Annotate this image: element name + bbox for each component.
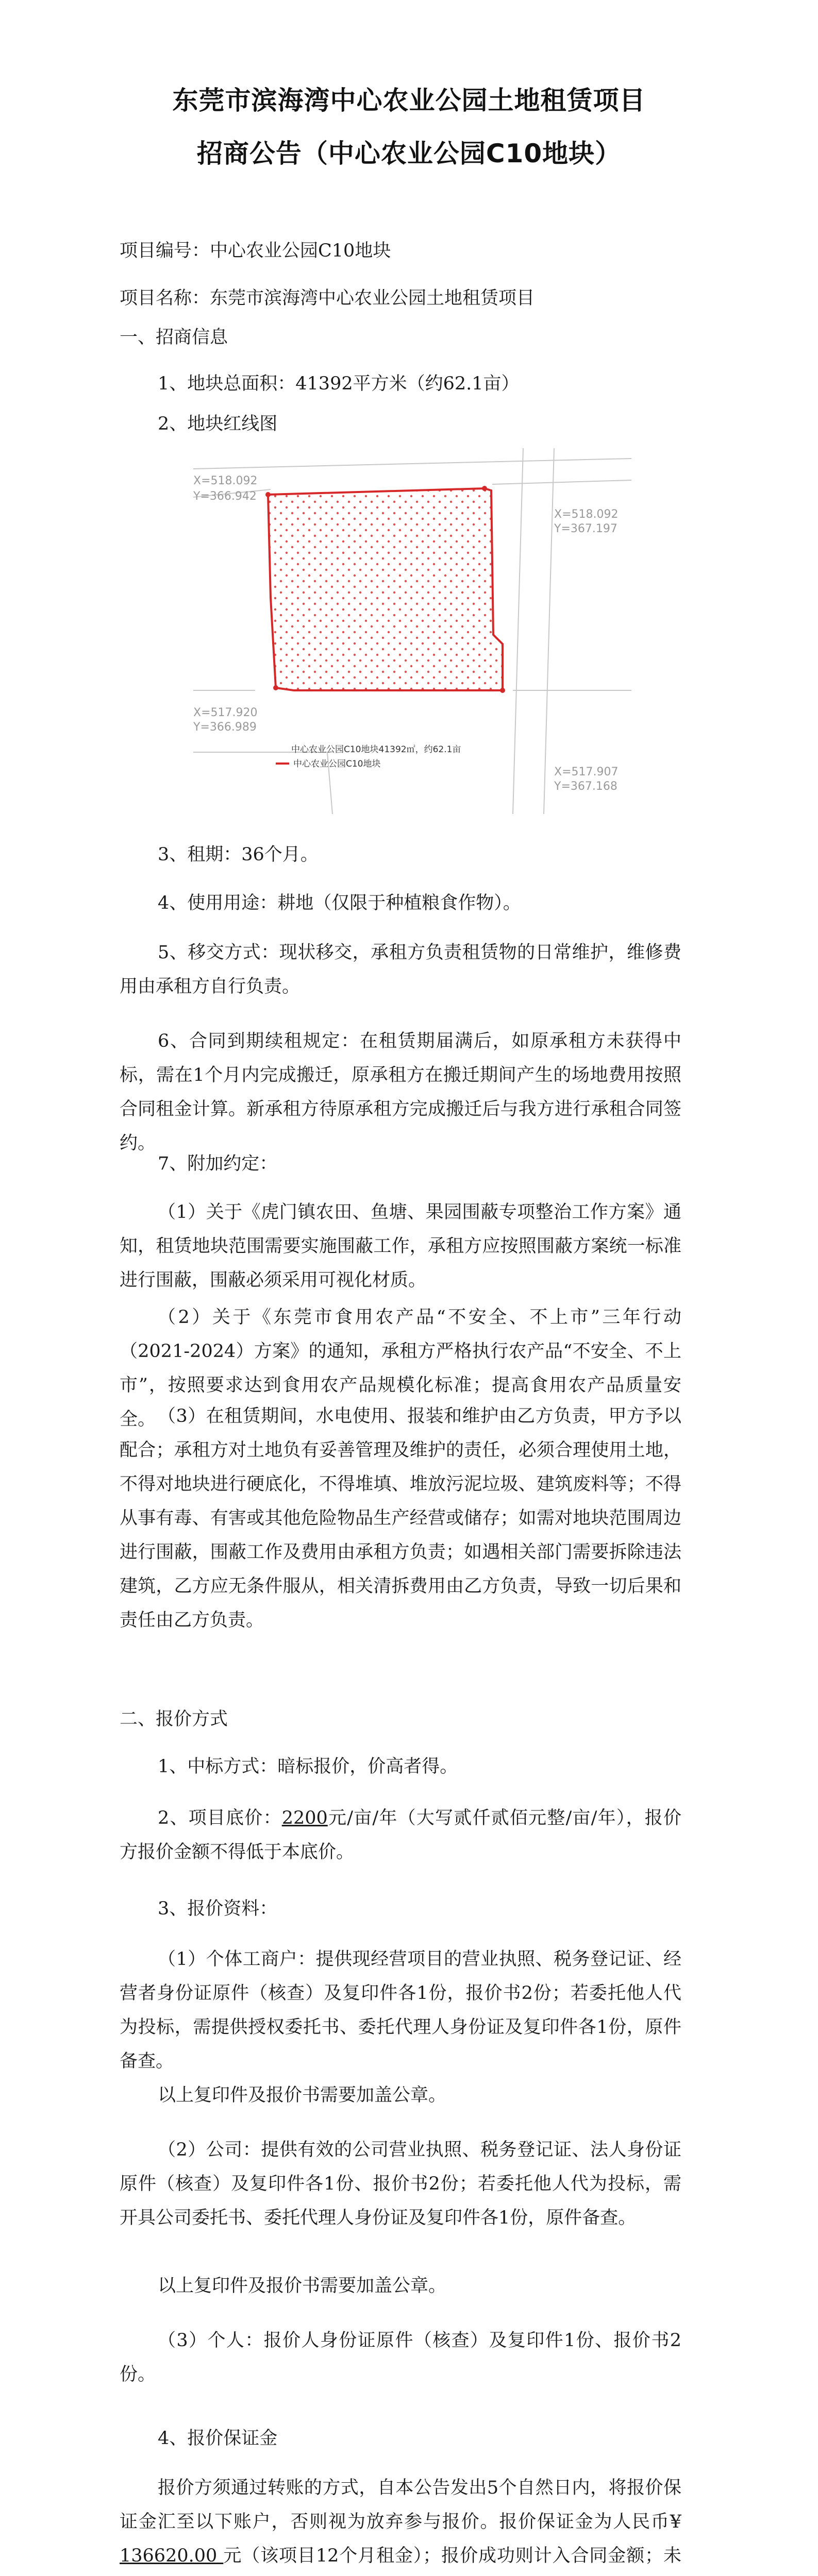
handover-info: 5、移交方式：现状移交，承租方负责租赁物的日常维护，维修费用由承租方自行负责。: [120, 942, 681, 997]
extra-3: （3）在租赁期间，水电使用、报装和维护由乙方负责，甲方予以配合；承租方对土地负有妥善管理及维护的责任，必须合理使用土地，不得对地块进行硬底化，不得堆填、堆放污泥垃圾、建筑废料等；不得从事有毒、有害或其他危险物品生产经营或储存；如需对地块范围周边进行围蔽，围蔽工作及费用由承租方负责；如遇相关部门需要拆除违法建筑，乙方应无条件服从，相关清拆费用由乙方负责，导致一切后果和责任由乙方负责。: [120, 1406, 681, 1631]
deposit-amount: 136620.00: [120, 2546, 224, 2566]
project-name: 项目名称：东莞市滨海湾中心农业公园土地租赁项目: [120, 288, 535, 309]
title-line-1: 东莞市滨海湾中心农业公园土地租赁项目: [172, 86, 646, 115]
term-info: 3、租期：36个月。: [158, 844, 319, 865]
coord-tr-x: X=518.092: [554, 508, 619, 521]
title-line-2: 招商公告（中心农业公园C10地块）: [196, 139, 622, 168]
doc-company: （2）公司：提供有效的公司营业执照、税务登记证、法人身份证原件（核查）及复印件各1份、报价书2份；若委托他人代为投标，需开具公司委托书、委托代理人身份证及复印件各1份，原件备查。: [120, 2140, 681, 2228]
doc-1-note: 以上复印件及报价书需要加盖公章。: [158, 2085, 447, 2106]
docs-heading: 3、报价资料：: [158, 1899, 278, 1919]
map-legend-2: 中心农业公园C10地块: [293, 759, 381, 769]
coord-bl-y: Y=366.989: [193, 721, 257, 734]
parcel-boundary: [268, 488, 503, 690]
map-heading: 2、地块红线图: [158, 414, 278, 434]
coord-tl-y: Y=366.942: [193, 490, 257, 503]
doc-individual-business: （1）个体工商户：提供现经营项目的营业执照、税务登记证、经营者身份证原件（核查）及复印件各1份，报价书2份；若委托他人代为投标，需提供授权委托书、委托代理人身份证及复印件各1份，原件备查。: [120, 1949, 681, 2072]
coord-tr-y: Y=367.197: [554, 522, 617, 535]
section-1-heading: 一、招商信息: [120, 327, 228, 348]
usage-info: 4、使用用途：耕地（仅限于种植粮食作物）。: [158, 893, 521, 913]
map-legend-1: 中心农业公园C10地块41392㎡，约62.1亩: [291, 744, 461, 755]
extra-1: （1）关于《虎门镇农田、鱼塘、果园围蔽专项整治工作方案》通知，租赁地块范围需要实施围蔽工作，承租方应按照围蔽方案统一标准进行围蔽，围蔽必须采用可视化材质。: [120, 1202, 681, 1291]
coord-tl-x: X=518.092: [193, 474, 258, 487]
project-code: 项目编号：中心农业公园C10地块: [120, 241, 391, 261]
doc-individual: （3）个人：报价人身份证原件（核查）及复印件1份、报价书2份。: [120, 2330, 681, 2385]
boundary-map: [193, 448, 631, 814]
extra-heading: 7、附加约定：: [158, 1154, 278, 1174]
coord-br-y: Y=367.168: [554, 780, 617, 793]
doc-2-note: 以上复印件及报价书需要加盖公章。: [158, 2276, 447, 2296]
section-2-heading: 二、报价方式: [120, 1709, 228, 1730]
expiry-info: 6、合同到期续租规定：在租赁期届满后，如原承租方未获得中标，需在1个月内完成搬迁，原承租方在搬迁期间产生的场地费用按照合同租金计算。新承租方待原承租方完成搬迁后与我方进行承租合同签约。: [120, 1031, 681, 1154]
coord-br-x: X=517.907: [554, 766, 619, 778]
coord-bl-x: X=517.920: [193, 706, 258, 719]
bid-method: 1、中标方式：暗标报价，价高者得。: [158, 1756, 458, 1777]
base-price: 2、项目底价：2200元/亩/年（大写贰仟贰佰元整/亩/年），报价方报价金额不得低于本底价。: [120, 1808, 681, 1862]
deposit-heading: 4、报价保证金: [158, 2428, 278, 2449]
deposit-info: 报价方须通过转账的方式，自本公告发出5个自然日内，将报价保证金汇至以下账户，否则视为放弃参与报价。报价保证金为人民币¥ 136620.00 元（该项目12个月租金）；报价成功则计入合同金额；未: [120, 2478, 681, 2566]
base-price-amount: 2200: [281, 1808, 328, 1828]
area-info: 1、地块总面积：41392平方米（约62.1亩）: [158, 374, 520, 394]
extra-2: （2）关于《东莞市食用农产品“不安全、不上市”三年行动（2021-2024）方案》的通知，承租方严格执行农产品“不安全、不上市”，按照要求达到食用农产品规模化标准；提高食用农产品质量安全。: [120, 1307, 681, 1430]
